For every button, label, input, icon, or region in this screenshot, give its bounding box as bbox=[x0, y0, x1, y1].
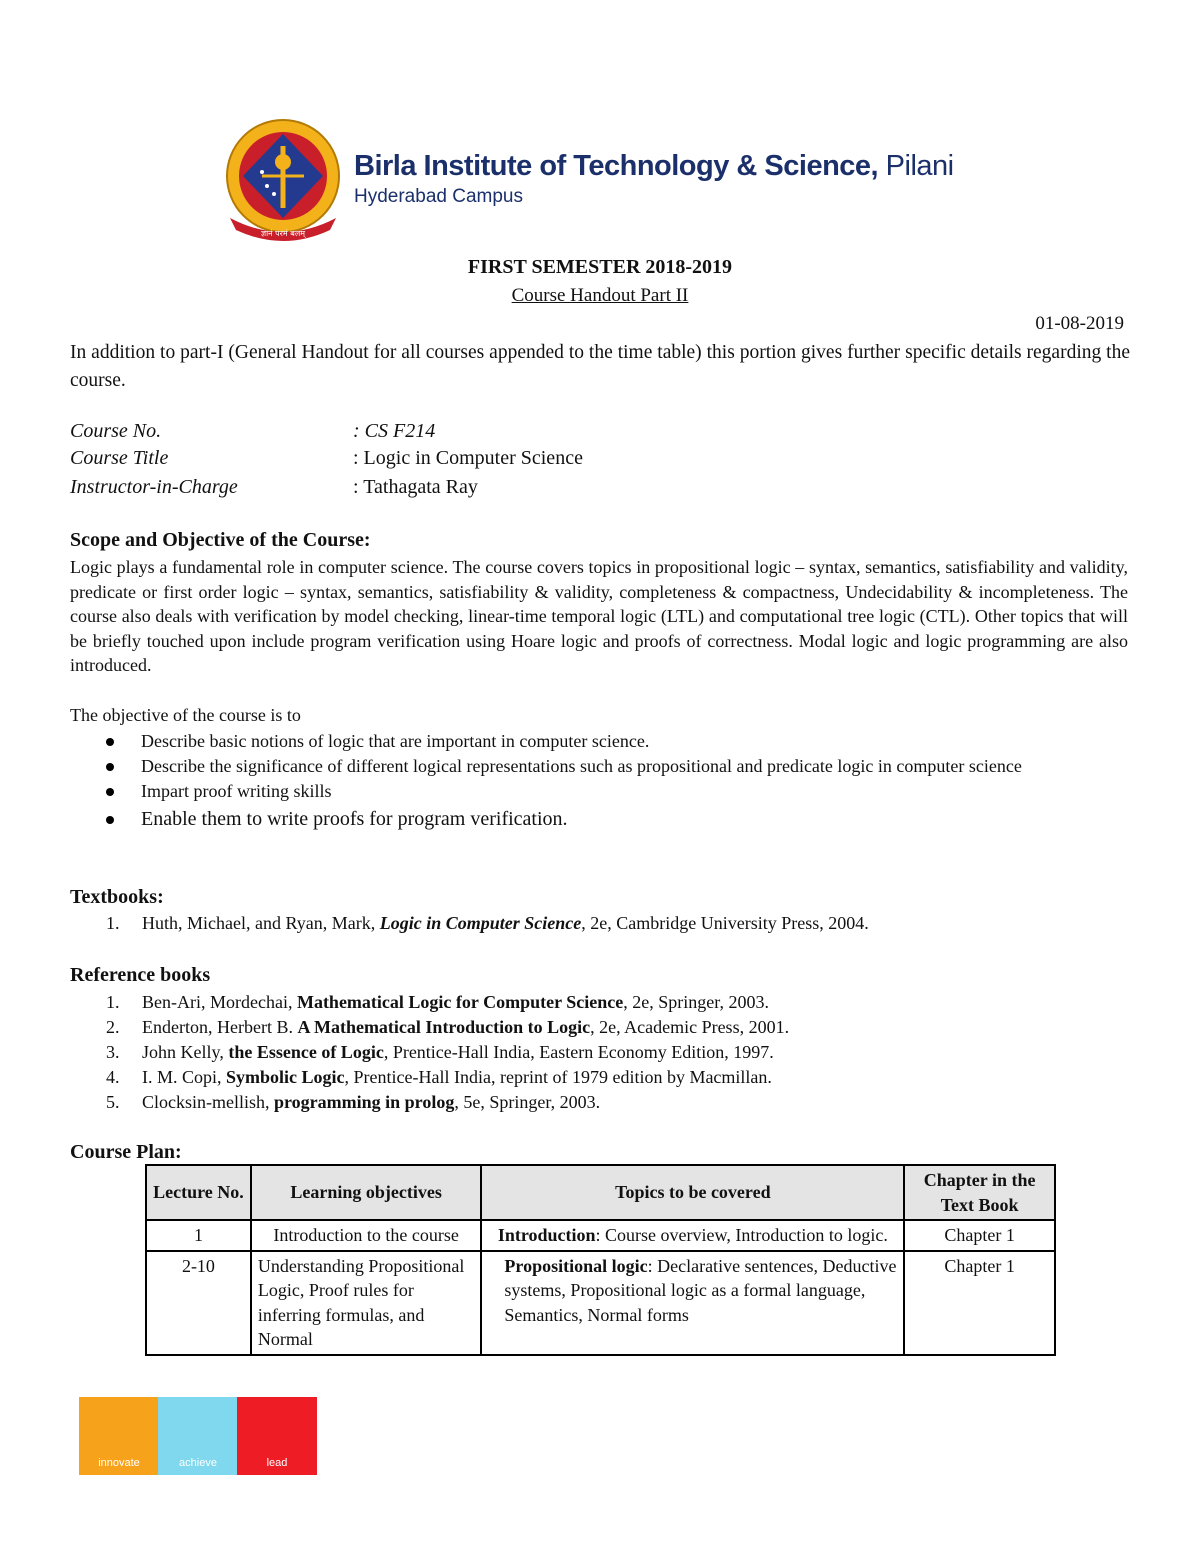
intro-paragraph: In addition to part-I (General Handout for all courses appended to the time table) this portion gives further specific details regarding the course. bbox=[70, 342, 1130, 391]
references-list bbox=[106, 990, 1136, 1115]
course-plan-heading: Course Plan: bbox=[70, 1141, 182, 1163]
cell-chapter: Chapter 1 bbox=[904, 1251, 1055, 1355]
institute-name: Birla Institute of Technology & Science, Pilani bbox=[354, 150, 954, 182]
header-chapter: Chapter in the Text Book bbox=[904, 1165, 1055, 1220]
table-row bbox=[146, 1220, 1055, 1251]
instructor-value: : Tathagata Ray bbox=[353, 476, 478, 498]
textbooks-list bbox=[106, 911, 1136, 936]
textbooks-heading: Textbooks: bbox=[70, 886, 164, 908]
list-item: 2. Enderton, Herbert B. A Mathematical Introduction to Logic, 2e, Academic Press, 2001. bbox=[106, 1017, 790, 1037]
list-item: Enable them to write proofs for program verification. bbox=[100, 807, 1130, 832]
header-topics: Topics to be covered bbox=[481, 1165, 904, 1220]
course-title-label: Course Title bbox=[70, 447, 169, 469]
cell-objectives: Understanding Propositional Logic, Proof rules for inferring formulas, and Normal bbox=[251, 1251, 482, 1355]
emblem-motto: ज्ञानं परमं बलम् bbox=[260, 229, 306, 238]
instructor-label: Instructor-in-Charge bbox=[70, 476, 238, 498]
list-item: 5. Clocksin-mellish, programming in prolog, 5e, Springer, 2003. bbox=[106, 1092, 601, 1112]
table-header-row bbox=[146, 1165, 1055, 1220]
cell-topics: Propositional logic: Declarative sentences, Deductive systems, Propositional logic as a formal language, Semantics, Normal forms bbox=[481, 1251, 904, 1355]
course-plan-table bbox=[145, 1164, 1056, 1356]
institute-emblem-icon bbox=[222, 116, 344, 244]
footer-block-innovate: innovate bbox=[79, 1397, 159, 1475]
header-lecture: Lecture No. bbox=[146, 1165, 251, 1220]
cell-lecture: 1 bbox=[146, 1220, 251, 1251]
objectives-intro: The objective of the course is to bbox=[70, 705, 301, 725]
course-no-label: Course No. bbox=[70, 420, 162, 442]
list-item: Impart proof writing skills bbox=[100, 779, 1130, 804]
list-item: Describe basic notions of logic that are important in computer science. bbox=[100, 729, 1130, 754]
references-heading: Reference books bbox=[70, 964, 211, 986]
institute-header bbox=[222, 116, 982, 246]
footer-block-achieve: achieve bbox=[158, 1397, 238, 1475]
handout-date: 01-08-2019 bbox=[1035, 313, 1124, 334]
scope-heading: Scope and Objective of the Course: bbox=[70, 529, 371, 551]
list-item: Describe the significance of different logical representations such as propositional and predicate logic in computer science bbox=[100, 754, 1130, 779]
cell-lecture: 2-10 bbox=[146, 1251, 251, 1355]
campus-name: Hyderabad Campus bbox=[354, 186, 523, 207]
course-no-value: : CS F214 bbox=[353, 420, 436, 442]
list-item: 1. Ben-Ari, Mordechai, Mathematical Logic for Computer Science, 2e, Springer, 2003. bbox=[106, 992, 769, 1012]
list-item: 3. John Kelly, the Essence of Logic, Prentice-Hall India, Eastern Economy Edition, 1997. bbox=[106, 1042, 774, 1062]
course-title-value: : Logic in Computer Science bbox=[353, 447, 583, 469]
footer-logo bbox=[79, 1397, 317, 1475]
semester-title: FIRST SEMESTER 2018-2019 bbox=[467, 256, 733, 278]
cell-topics: Introduction: Course overview, Introduction to logic. bbox=[481, 1220, 904, 1251]
footer-block-lead: lead bbox=[237, 1397, 317, 1475]
handout-subtitle: Course Handout Part II bbox=[511, 285, 689, 306]
cell-objectives: Introduction to the course bbox=[251, 1220, 482, 1251]
list-item: 1. Huth, Michael, and Ryan, Mark, Logic in Computer Science, 2e, Cambridge University Press, 2004. bbox=[106, 913, 869, 933]
cell-chapter: Chapter 1 bbox=[904, 1220, 1055, 1251]
table-row bbox=[146, 1251, 1055, 1355]
header-objectives: Learning objectives bbox=[251, 1165, 482, 1220]
objectives-list bbox=[100, 729, 1130, 832]
list-item: 4. I. M. Copi, Symbolic Logic, Prentice-Hall India, reprint of 1979 edition by Macmillan. bbox=[106, 1067, 772, 1087]
scope-paragraph: Logic plays a fundamental role in computer science. The course covers topics in propositional logic – syntax, semantics, satisfiability and validity, predicate or first order logic – syntax, semantics, satisfiability & validity, completeness & compactness, Undecidability & incompleteness. The course also deals with verification by model checking, linear-time temporal logic (LTL) and computational tree logic (CTL). Other topics that will be briefly touched upon include program verification using Hoare logic and proofs of correctness. Modal logic and logic programming are also introduced. bbox=[70, 557, 1128, 676]
